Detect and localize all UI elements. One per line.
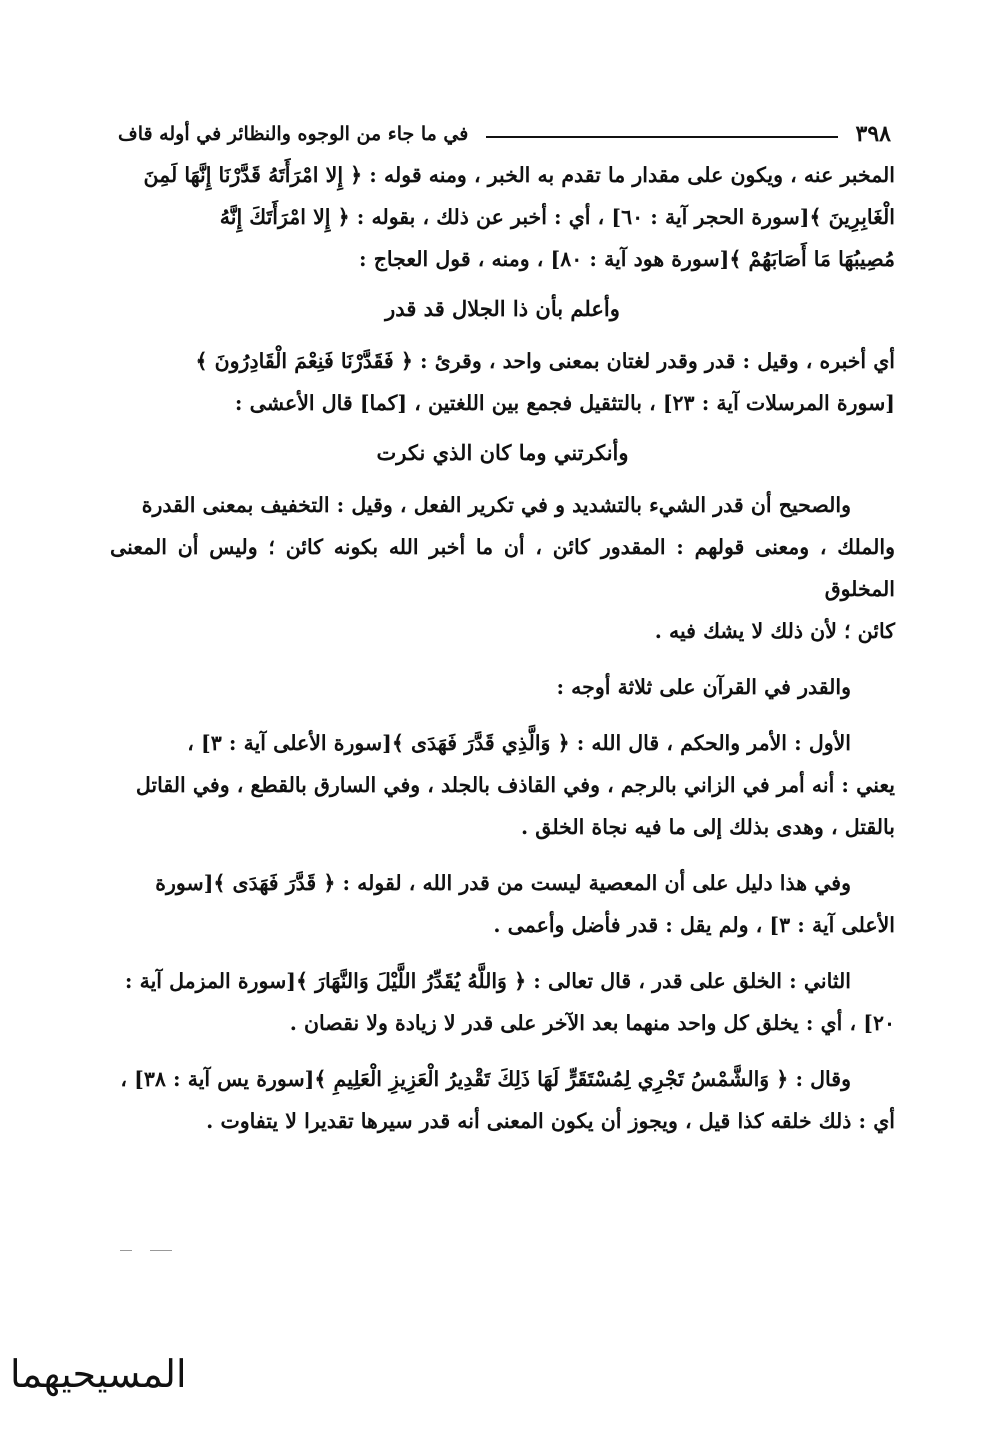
text-line: ٢٠] ، أي : يخلق كل واحد منهما بعد الآخر على قدر لا زيادة ولا نقصان . [289,1011,895,1035]
text-line: مُصِيبُهَا مَا أَصَابَهُمْ ﴾[سورة هود آية : ٨٠] ، ومنه ، قول العجاج : [358,247,895,271]
paragraph [110,666,895,708]
paragraph [110,484,895,652]
text-line: بالقتل ، وهدى بذلك إلى ما فيه نجاة الخلق . [521,815,895,839]
text-line: [سورة المرسلات آية : ٢٣] ، بالتثقيل فجمع بين اللغتين ، [كما] قال الأعشى : [234,391,895,415]
running-header [118,116,891,152]
text-line: والقدر في القرآن على ثلاثة أوجه : [556,675,851,699]
text-line: وقال : ﴿ وَالشَّمْسُ تَجْرِي لِمُسْتَقَرٍّ لَهَا ذَلِكَ تَقْدِيرُ الْعَزِيزِ الْعَلِيمِ ﴾[سورة يس آية : ٣٨] ، [120,1067,851,1091]
scan-speck [150,1250,172,1251]
text-line: كائن ؛ لأن ذلك لا يشك فيه . [654,619,895,643]
text-line: الْغَابِرِينَ ﴾[سورة الحجر آية : ٦٠] ، أي : أخبر عن ذلك ، بقوله : ﴿ إِلا امْرَأَتَكَ إِنَّهُ [219,205,895,229]
paragraph [110,1058,895,1142]
text-line: الثاني : الخلق على قدر ، قال تعالى : ﴿ وَاللَّهُ يُقَدِّرُ اللَّيْلَ وَالنَّهَارَ ﴾[سورة المزمل آية : [124,969,851,993]
text-line: والملك ، ومعنى قولهم : المقدور كائن ، أن ما أخبر الله بكونه كائن ؛ وليس أن المعنى المخلوق [110,535,895,601]
body-text [110,154,895,1142]
text-line: أي أخبره ، وقيل : قدر وقدر لغتان بمعنى واحد ، وقرئ : ﴿ فَقَدَّرْنَا فَنِعْمَ الْقَادِرُونَ ﴾ [195,349,895,373]
text-line: الأول : الأمر والحكم ، قال الله : ﴿ وَالَّذِي قَدَّرَ فَهَدَى ﴾[سورة الأعلى آية : ٣] ، [187,731,851,755]
paragraph [110,154,895,280]
text-line: وفي هذا دليل على أن المعصية ليست من قدر الله ، لقوله : ﴿ قَدَّرَ فَهَدَى ﴾[سورة [155,871,851,895]
paragraph [110,862,895,946]
text-line: يعني : أنه أمر في الزاني بالرجم ، وفي القاذف بالجلد ، وفي السارق بالقطع ، وفي القاتل [135,773,895,797]
scan-speck [120,1250,132,1251]
text-line: الأعلى آية : ٣] ، ولم يقل : قدر فأضل وأعمى . [493,913,895,937]
watermark-logo: المسيحيهما [10,1352,187,1396]
text-line: والصحيح أن قدر الشيء بالتشديد و في تكرير الفعل ، وقيل : التخفيف بمعنى القدرة [141,493,851,517]
paragraph [110,960,895,1044]
header-rule [486,136,837,138]
page-number: ٣٩٨ [855,121,891,147]
poem-verse: وأعلم بأن ذا الجلال قد قدر [385,296,620,321]
paragraph [110,722,895,848]
text-line: أي : ذلك خلقه كذا قيل ، ويجوز أن يكون المعنى أنه قدر سيرها تقديرا لا يتفاوت . [206,1109,895,1133]
text-line: المخبر عنه ، ويكون على مقدار ما تقدم به الخبر ، ومنه قوله : ﴿ إِلا امْرَأَتَهُ قَدَّرْنَا إِنَّهَا لَمِنَ [143,163,895,187]
paragraph [110,340,895,424]
running-title: في ما جاء من الوجوه والنظائر في أوله قاف [118,123,469,145]
poem-verse: وأنكرتني وما كان الذي نكرت [376,440,629,465]
